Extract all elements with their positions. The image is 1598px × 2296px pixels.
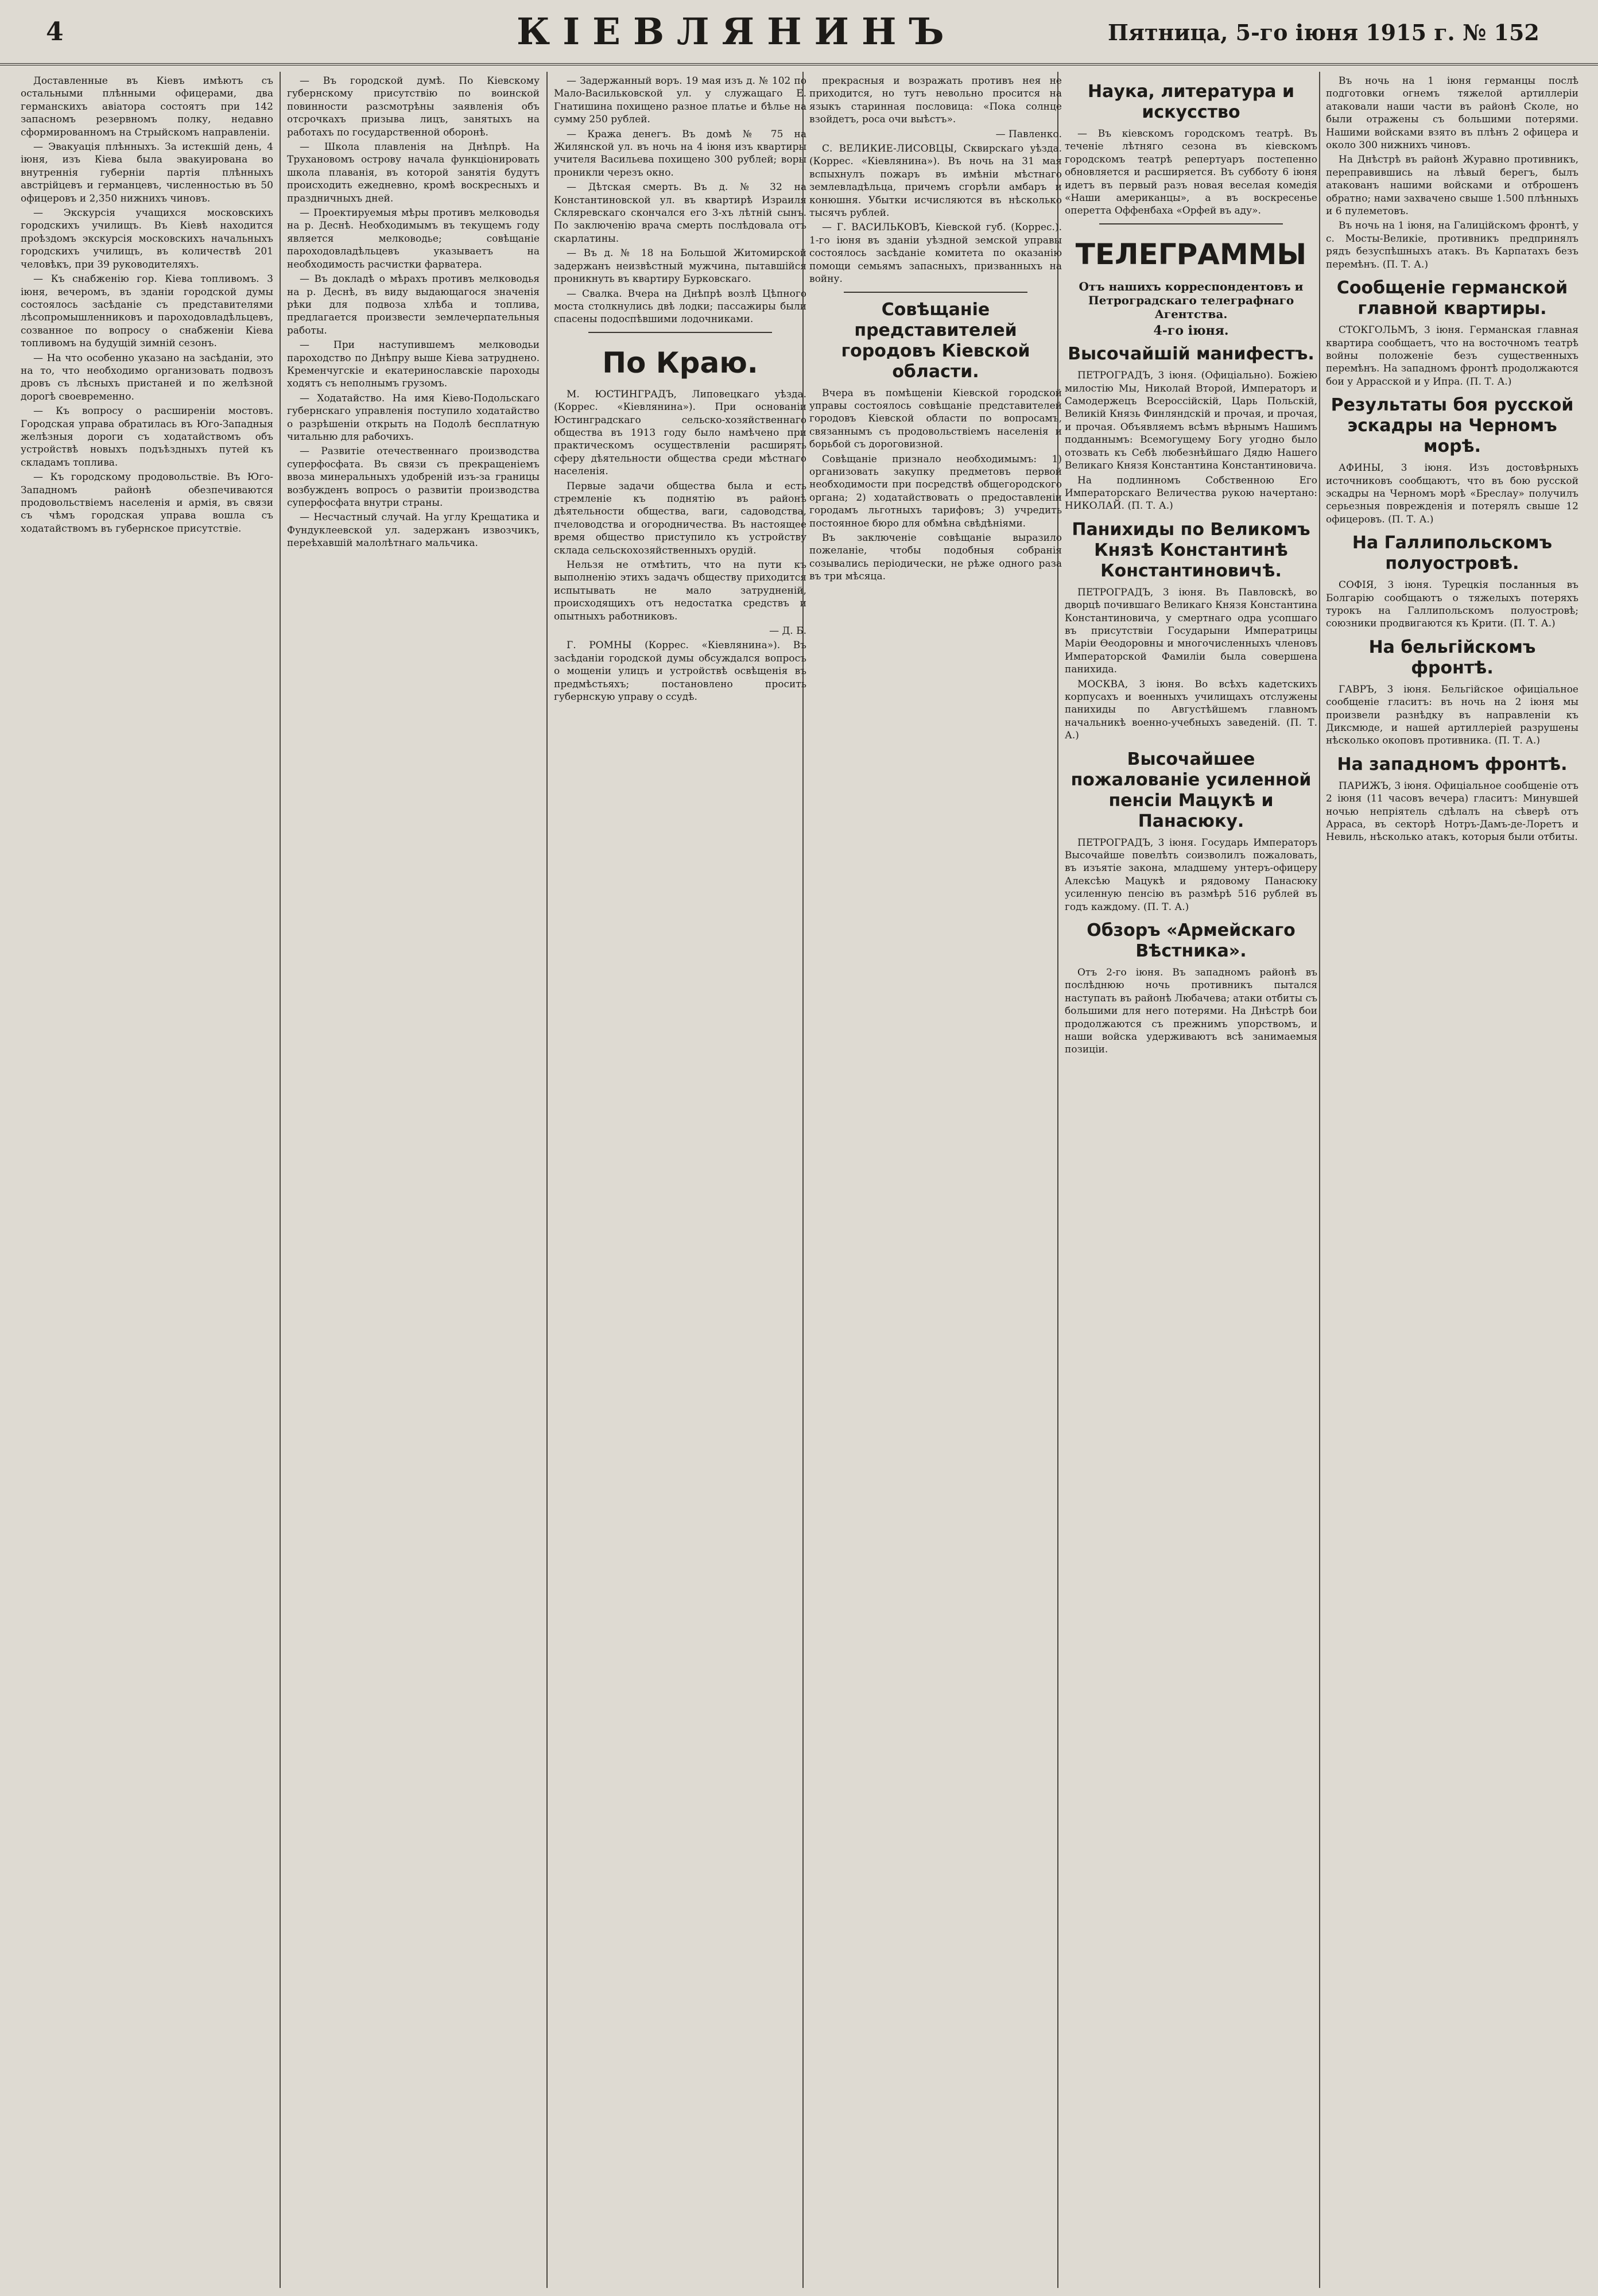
section-heading-po-krayu: По Краю. [602, 346, 758, 380]
article-paragraph: СОФІЯ, 3 іюня. Турецкія посланныя въ Болгарію сообщаютъ о тяжелыхъ потеряхъ турокъ на Галлипольскомъ полуостровѣ; союзники продвигаются къ Крити. (П. Т. А.) [1326, 579, 1578, 630]
article-paragraph: Г. РОМНЫ (Коррес. «Кіевлянина»). Въ засѣданіи городской думы обсуждался вопросъ о мощеніи улицъ и устройствѣ освѣщенія въ предмѣстьяхъ; постановлено просить губернскую управу о ссудѣ. [554, 640, 806, 703]
article-paragraph: — Свалка. Вчера на Днѣпрѣ возлѣ Цѣпного моста столкнулись двѣ лодки; пассажиры были спасены подоспѣвшими лодочниками. [554, 288, 806, 326]
article-paragraph: ПАРИЖЪ, 3 іюня. Офиціальное сообщеніе отъ 2 іюня (11 часовъ вечера) гласитъ: Минувшей ночью непріятель сдѣлалъ на сѣверѣ отъ Арраса, въ секторѣ Нотръ-Дамъ-де-Лоретъ и Невиль, нѣсколько атакъ, которыя были отбиты. [1326, 780, 1578, 843]
article-paragraph: ПЕТРОГРАДЪ, 3 іюня. Въ Павловскѣ, во дворцѣ почившаго Великаго Князя Константина Константиновича, у смертнаго одра усопшаго въ присутствіи Государыни Императрицы Маріи Өеодоровны и многочисленныхъ членовъ Императорской Фамиліи была совершена панихида. [1065, 586, 1317, 676]
section-heading-manifesto: Высочайшій манифестъ. [1068, 344, 1314, 365]
article-paragraph: — Ходатайство. На имя Кіево-Подольскаго губернскаго управленія поступило ходатайство о разрѣшеніи открыть на Подолѣ бесплатную читальню для рабочихъ. [287, 392, 540, 443]
article-paragraph: — Въ городской думѣ. По Кіевскому губернскому присутствію по воинской повинности разсмотрѣны заявленія объ отсрочкахъ призыва лицъ, занятыхъ на работахъ по государственной оборонѣ. [287, 75, 540, 138]
article-paragraph: Вчера въ помѣщеніи Кіевской городской управы состоялось совѣщаніе представителей городовъ Кіевской области по вопросамъ, связаннымъ съ продовольствіемъ населенія и борьбой съ дороговизной. [809, 387, 1062, 451]
section-heading-science-literature-art: Наука, литература и искусство [1088, 82, 1294, 122]
article-paragraph: — Въ д. № 18 на Большой Житомирской задержанъ неизвѣстный мужчина, пытавшійся проникнуть въ квартиру Бурковскаго. [554, 247, 806, 285]
section-heading-telegrams: ТЕЛЕГРАММЫ [1075, 237, 1307, 271]
article-paragraph: АФИНЫ, 3 іюня. Изъ достовѣрныхъ источниковъ сообщаютъ, что въ бою русской эскадры на Черномъ морѣ «Бреслау» получилъ серьезныя поврежденія и потерялъ свыше 12 офицеровъ. (П. Т. А.) [1326, 462, 1578, 525]
article-paragraph: На Днѣстрѣ въ районѣ Журавно противникъ, переправившись на лѣвый берегъ, былъ атакованъ нашими войсками и отброшенъ обратно; нами захвачено свыше 1.500 плѣнныхъ и 6 пулеметовъ. [1326, 154, 1578, 218]
article-paragraph: — На что особенно указано на засѣданіи, это на то, что необходимо организовать подвозъ дровъ съ лѣсныхъ пристаней и по желѣзной дорогѣ своевременно. [21, 352, 273, 402]
column-rule [1319, 72, 1320, 2288]
article-paragraph: Въ заключеніе совѣщаніе выразило пожеланіе, чтобы подобныя собранія созывались періодически, не рѣже одного раза въ три мѣсяца. [809, 532, 1062, 583]
column-5 [1065, 75, 1317, 2285]
section-divider [844, 292, 1027, 293]
article-paragraph: — Несчастный случай. На углу Крещатика и Фундуклеевской ул. задержанъ извозчикъ, переѣхавшій малолѣтнаго мальчика. [287, 512, 540, 549]
section-heading-belgian-front: На бельгійскомъ фронтѣ. [1368, 637, 1536, 678]
article-paragraph: — Въ докладѣ о мѣрахъ противъ мелководья на р. Деснѣ, въ виду выдающагося значенія рѣки для подвоза хлѣба и топлива, предлагается произвести землечерпательныя работы. [287, 273, 540, 336]
section-heading-black-sea-battle: Результаты боя русской эскадры на Черномъ морѣ. [1331, 395, 1574, 457]
section-heading-army-herald-review: Обзоръ «Армейскаго Вѣстника». [1087, 920, 1296, 962]
article-paragraph: — Къ снабженію гор. Кіева топливомъ. 3 іюня, вечеромъ, въ зданіи городской думы состоялось засѣданіе съ представителями лѣсопромышленниковъ и пароходовладѣльцевъ, созванное по вопросу о снабженіи Кіева топливомъ на будущій зимній сезонъ. [21, 273, 273, 350]
article-paragraph: Нельзя не отмѣтить, что на пути къ выполненію этихъ задачъ обществу приходится испытывать не мало затрудненій, происходящихъ отъ недостатка средствъ и опытныхъ работниковъ. [554, 559, 806, 622]
article-paragraph: — Къ вопросу о расширеніи мостовъ. Городская управа обратилась въ Юго-Западныя желѣзныя дороги съ ходатайствомъ объ устройствѣ новыхъ подъѣздныхъ путей къ складамъ топлива. [21, 405, 273, 469]
column-4 [809, 75, 1062, 2285]
section-heading-memorial-services: Панихиды по Великомъ Князѣ Константинѣ Константиновичѣ. [1072, 519, 1310, 581]
article-paragraph: прекрасныя и возражать противъ нея не приходится, но тутъ невольно просится на языкъ старинная пословица: «Пока солнце взойдетъ, роса очи выѣстъ». [809, 75, 1062, 126]
article-paragraph: — Школа плавленія на Днѣпрѣ. На Трухановомъ острову начала функціонировать школа плаванія, въ которой занятія будутъ происходить ежедневно, кромѣ воскресныхъ и праздничныхъ дней. [287, 141, 540, 204]
issue-date-line: Пятница, 5-го іюня 1915 г. № 152 [1108, 20, 1539, 45]
section-heading-conference: Совѣщаніе представителей городовъ Кіевской области. [841, 299, 1030, 382]
section-divider [1099, 223, 1283, 224]
article-paragraph: Доставленные въ Кіевъ имѣютъ съ остальными плѣнными офицерами, два германскихъ авіатора состоятъ при 142 запасномъ резервномъ полку, недавно сформированномъ на Стрыйскомъ направленіи. [21, 75, 273, 138]
article-paragraph: — Развитіе отечественнаго производства суперфосфата. Въ связи съ прекращеніемъ ввоза минеральныхъ удобреній изъ-за границы возбужденъ вопросъ о развитіи производства суперфосфата внутри страны. [287, 446, 540, 509]
column-3 [554, 75, 806, 2285]
article-paragraph: — Въ кіевскомъ городскомъ театрѣ. Въ теченіе лѣтняго сезона въ кіевскомъ городскомъ театрѣ репертуаръ постепенно обновляется и расширяется. Въ субботу 6 іюня идетъ въ первый разъ новая веселая комедія «Наши американцы», а въ воскресенье оперетта Оффенбаха «Орфей въ аду». [1065, 128, 1317, 217]
section-divider [588, 332, 772, 333]
section-heading-western-front: На западномъ фронтѣ. [1337, 754, 1568, 775]
article-paragraph: — Экскурсія учащихся московскихъ городскихъ училищъ. Въ Кіевѣ находится проѣздомъ экскурсія московскихъ начальныхъ городскихъ училищъ, въ количествѣ 201 человѣкъ, при 39 руководителяхъ. [21, 207, 273, 270]
page-number: 4 [46, 17, 64, 47]
section-heading-german-hq: Сообщеніе германской главной квартиры. [1336, 278, 1568, 319]
article-paragraph: М. ЮСТИНГРАДЪ, Липовецкаго уѣзда. (Коррес. «Кіевлянина»). При основаніи Юстинградскаго сельско-хозяйственнаго общества въ 1913 году было намѣчено при практическомъ осуществленіи расширять сферу дѣятельности общества среди мѣстнаго населенія. [554, 388, 806, 478]
masthead [0, 0, 1598, 65]
article-paragraph: Въ ночь на 1 іюня германцы послѣ подготовки огнемъ тяжелой артиллеріи атаковали наши части въ районѣ Сколе, но были отражены съ большими потерями. Нашими войсками взято въ плѣнъ 2 офицера и около 300 нижнихъ чиновъ. [1326, 75, 1578, 152]
article-paragraph: Въ ночь на 1 іюня, на Галиційскомъ фронтѣ, у с. Мосты-Великіе, противникъ предпринялъ рядъ безуспѣшныхъ атакъ. Въ Карпатахъ безъ перемѣнъ. (П. Т. А.) [1326, 220, 1578, 270]
article-paragraph: На подлинномъ Собственною Его Императорскаго Величества рукою начертано: НИКОЛАЙ. (П. Т. А.) [1065, 474, 1317, 512]
column-rule [546, 72, 548, 2288]
column-rule [280, 72, 281, 2288]
article-paragraph: С. ВЕЛИКИЕ-ЛИСОВЦЫ, Сквирскаго уѣзда. (Коррес. «Кіевлянина»). Въ ночь на 31 мая вспыхнулъ пожаръ въ имѣніи мѣстнаго землевладѣльца, причемъ сгорѣли амбаръ и конюшня. Убытки исчисляются въ нѣсколько тысячъ рублей. [809, 143, 1062, 219]
article-paragraph: — Задержанный воръ. 19 мая изъ д. № 102 по Мало-Васильковской ул. у служащаго Е. Гнатишина похищено разное платье и бѣлье на сумму 250 рублей. [554, 75, 806, 126]
newspaper-title: КІЕВЛЯНИНЪ [517, 10, 957, 53]
telegrams-subtitle: Отъ нашихъ корреспондентовъ и Петроградскаго телеграфнаго Агентства. [1079, 279, 1304, 321]
article-signature: — Павленко. [995, 128, 1062, 140]
section-heading-gallipoli: На Галлипольскомъ полуостровѣ. [1352, 533, 1553, 574]
section-heading-pension-grant: Высочайшее пожалованіе усиленной пенсіи Мацукѣ и Панасюку. [1070, 749, 1312, 831]
article-paragraph: — При наступившемъ мелководьи пароходство по Днѣпру выше Кіева затруднено. Кременчугскіе и екатеринославскіе пароходы ходятъ съ неполнымъ грузомъ. [287, 339, 540, 390]
article-paragraph: СТОКГОЛЬМЪ, 3 іюня. Германская главная квартира сообщаетъ, что на восточномъ театрѣ войны положеніе безъ существенныхъ перемѣнъ. На западномъ фронтѣ продолжаются бои у Аррасской и у Ипра. (П. Т. А.) [1326, 324, 1578, 388]
article-paragraph: — Къ городскому продовольствіе. Въ Юго-Западномъ районѣ обезпечиваются продовольствіемъ населенія и армія, въ связи съ чѣмъ городская управа вошла съ ходатайствомъ въ губернское присутствіе. [21, 471, 273, 535]
column-2 [287, 75, 540, 2285]
article-paragraph: ПЕТРОГРАДЪ, 3 іюня. (Офиціально). Божіею милостію Мы, Николай Второй, Императоръ и Самодержецъ Всероссійскій, Царь Польскій, Великій Князь Финляндскій и прочая, и прочая, и прочая. Объявляемъ всѣмъ вѣрнымъ Нашимъ подданнымъ: Всемогущему Богу угодно было отозвать къ Себѣ любезнѣйшаго Дядю Нашего Великаго Князя Константина Константиновича. [1065, 370, 1317, 472]
article-paragraph: Совѣщаніе признало необходимымъ: 1) организовать закупку предметовъ первой необходимости при посредствѣ общегородского органа; 2) ходатайствовать о предоставленіи городамъ льготныхъ тарифовъ; 3) учредить постоянное бюро для обмѣна свѣдѣніями. [809, 453, 1062, 529]
article-paragraph: ПЕТРОГРАДЪ, 3 іюня. Государь Императоръ Высочайше повелѣть соизволилъ пожаловать, въ изъятіе закона, младшему унтеръ-офицеру Алексѣю Мацукѣ и рядовому Панасюку усиленную пенсію въ размѣрѣ 516 рублей въ годъ каждому. (П. Т. А.) [1065, 837, 1317, 913]
article-paragraph: Отъ 2-го іюня. Въ западномъ районѣ въ послѣднюю ночь противникъ пытался наступать въ районѣ Любачева; атаки отбиты съ большими для него потерями. На Днѣстрѣ бои продолжаются съ прежнимъ упорствомъ, и наши войска удерживаютъ всѣ занимаемыя позиціи. [1065, 967, 1317, 1056]
article-paragraph: — Дѣтская смерть. Въ д. № 32 на Константиновской ул. въ квартирѣ Израиля Скляревскаго скончался его 3-хъ лѣтній сынъ. По заключенію врача смерть послѣдовала отъ скарлатины. [554, 181, 806, 245]
article-paragraph: Первые задачи общества была и есть стремленіе къ поднятію въ районѣ дѣятельности общества, ваги, садоводства, пчеловодства и огородничества. Въ настоящее время общество приступило къ устройству склада сельскохозяйственныхъ орудій. [554, 480, 806, 556]
telegrams-date: 4-го іюня. [1153, 323, 1229, 338]
article-paragraph: — Эвакуація плѣнныхъ. За истекшій день, 4 іюня, изъ Кіева была эвакуирована во внутреннія губерніи партія плѣнныхъ австрійцевъ и германцевъ, численностью въ 50 офицеровъ и 2,350 нижнихъ чиновъ. [21, 141, 273, 204]
article-paragraph: МОСКВА, 3 іюня. Во всѣхъ кадетскихъ корпусахъ и военныхъ училищахъ отслужены панихиды по Августѣйшемъ главномъ начальникѣ военно-учебныхъ заведеній. (П. Т. А.) [1065, 678, 1317, 742]
article-paragraph: — Кража денегъ. Въ домѣ № 75 на Жилянской ул. въ ночь на 4 іюня изъ квартиры учителя Васильева похищено 300 рублей; воры проникли черезъ окно. [554, 128, 806, 179]
article-paragraph: ГАВРЪ, 3 іюня. Бельгійское офиціальное сообщеніе гласитъ: въ ночь на 2 іюня мы произвели разнѣдку въ направленіи къ Диксмюде, и нашей артиллеріей разрушены нѣсколько окоповъ противника. (П. Т. А.) [1326, 683, 1578, 747]
article-signature: — Д. Б. [769, 625, 806, 637]
article-paragraph: — Г. ВАСИЛЬКОВЪ, Кіевской губ. (Коррес.). 1-го іюня въ зданіи уѣздной земской управы состоялось засѣданіе комитета по оказанію помощи семьямъ запасныхъ, призванныхъ на войну. [809, 222, 1062, 285]
article-paragraph: — Проектируемыя мѣры противъ мелководья на р. Деснѣ. Необходимымъ въ текущемъ году является мелководье; совѣщаніе пароходовладѣльцевъ указываетъ на необходимость расчистки фарватера. [287, 207, 540, 270]
column-1 [21, 75, 273, 2285]
column-6 [1326, 75, 1578, 2285]
